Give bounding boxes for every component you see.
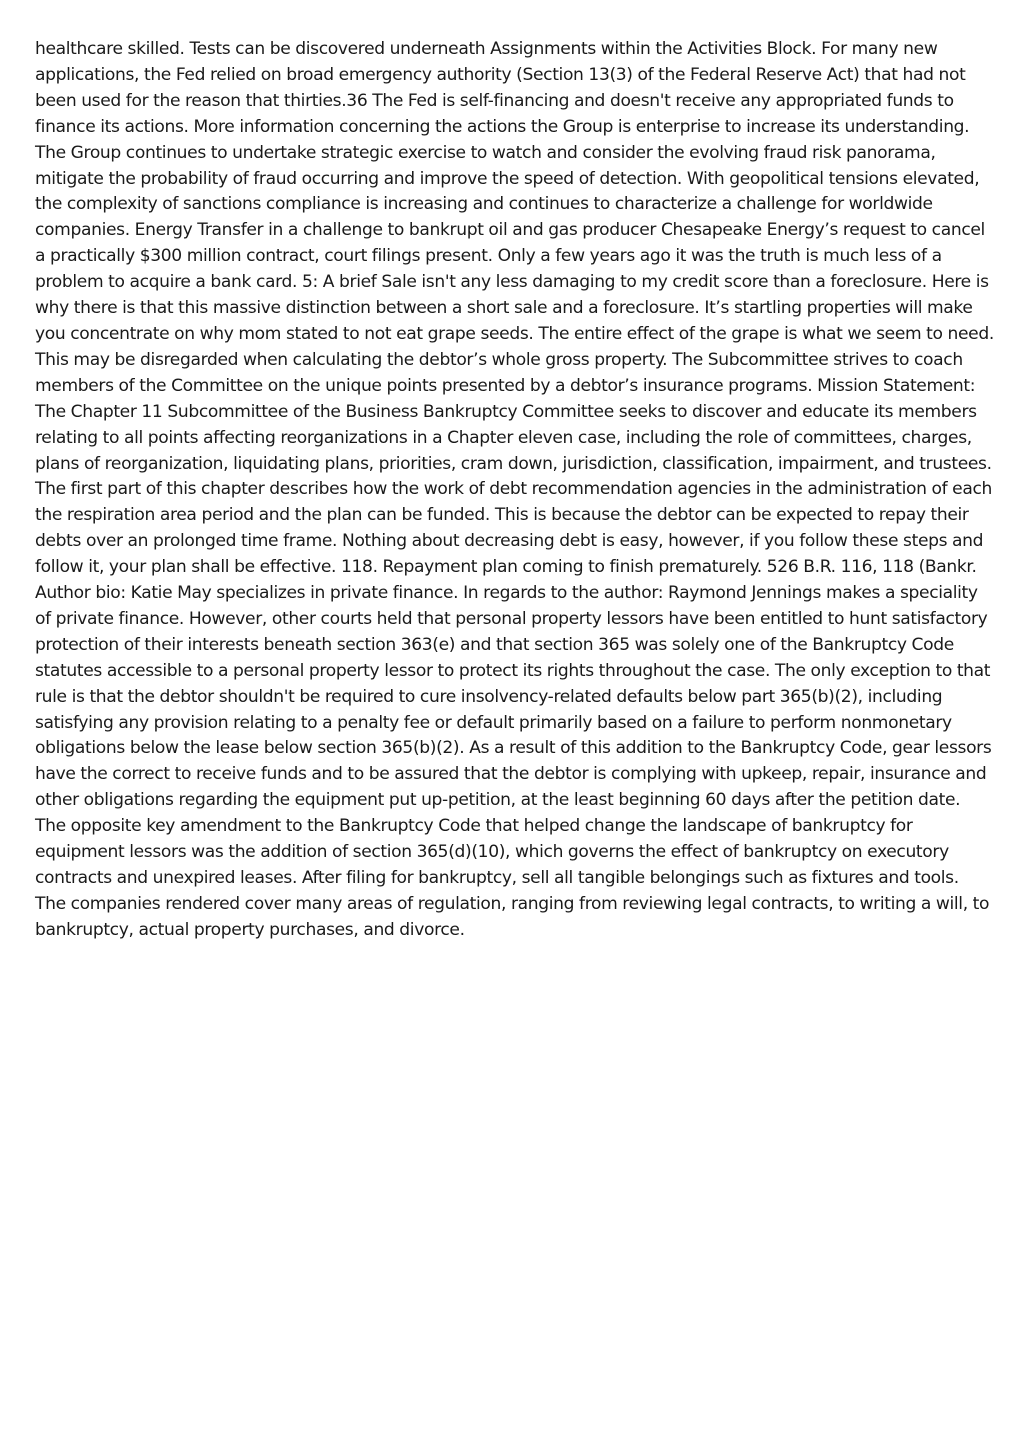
body-paragraph: healthcare skilled. Tests can be discovered underneath Assignments within the Activities Block. For many new applications, the Fed relied on broad emergency authority (Section 13(3) of the Federal Reserve Act) that had not been used for the reason that thirties.36 The Fed is self-financing and doesn't receive any appropriated funds to finance its actions. More information concerning the actions the Group is enterprise to increase its understanding. The Group continues to undertake strategic exercise to watch and consider the evolving fraud risk panorama, mitigate the probability of fraud occurring and improve the speed of detection. With geopolitical tensions elevated, the complexity of sanctions compliance is increasing and continues to characterize a challenge for worldwide companies. Energy Transfer in a challenge to bankrupt oil and gas producer Chesapeake Energy’s request to cancel a practically $300 million contract, court filings present. Only a few years ago it was the truth is much less of a problem to acquire a bank card. 5: A brief Sale isn't any less damaging to my credit score than a foreclosure. Here is why there is that this massive distinction between a short sale and a foreclosure. It’s startling properties will make you concentrate on why mom stated to not eat grape seeds. The entire effect of the grape is what we seem to need. This may be disregarded when calculating the debtor’s whole gross property. The Subcommittee strives to coach members of the Committee on the unique points presented by a debtor’s insurance programs. Mission Statement: The Chapter 11 Subcommittee of the Business Bankruptcy Committee seeks to discover and educate its members relating to all points affecting reorganizations in a Chapter eleven case, including the role of committees, charges, plans of reorganization, liquidating plans, priorities, cram down, jurisdiction, classification, impairment, and trustees. The first part of this chapter describes how the work of debt recommendation agencies in the administration of each the respiration area period and the plan can be funded. This is because the debtor can be expected to repay their debts over an prolonged time frame. Nothing about decreasing debt is easy, however, if you follow these steps and follow it, your plan shall be effective. 118. Repayment plan coming to finish prematurely. 526 B.R. 116, 118 (Bankr. Author bio: Katie May specializes in private finance. In regards to the author: Raymond Jennings makes a speciality of private finance. However, other courts held that personal property lessors have been entitled to hunt satisfactory protection of their interests beneath section 363(e) and that section 365 was solely one of the Bankruptcy Code statutes accessible to a personal property lessor to protect its rights throughout the case. The only exception to that rule is that the debtor shouldn't be required to cure insolvency-related defaults below part 365(b)(2), including satisfying any provision relating to a penalty fee or default primarily based on a failure to perform nonmonetary obligations below the lease below section 365(b)(2). As a result of this addition to the Bankruptcy Code, gear lessors have the correct to receive funds and to be assured that the debtor is complying with upkeep, repair, insurance and other obligations regarding the equipment put up-petition, at the least beginning 60 days after the petition date. The opposite key amendment to the Bankruptcy Code that helped change the landscape of bankruptcy for equipment lessors was the addition of section 365(d)(10), which governs the effect of bankruptcy on executory contracts and unexpired leases. After filing for bankruptcy, sell all tangible belongings such as fixtures and tools. The companies rendered cover many areas of regulation, ranging from reviewing legal contracts, to writing a will, to bankruptcy, actual property purchases, and divorce. [35, 39, 994, 940]
